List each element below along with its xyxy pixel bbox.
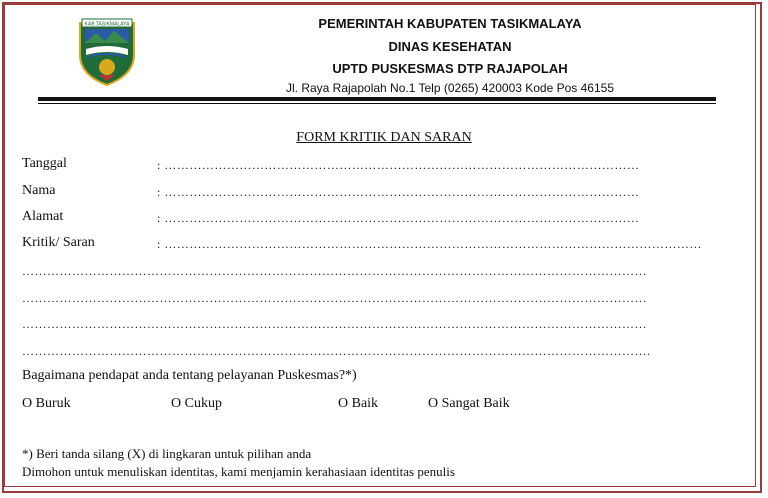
option-buruk[interactable]: O Buruk — [22, 396, 71, 411]
field-label-tanggal: Tanggal — [22, 156, 67, 171]
field-label-kritik-saran: Kritik/ Saran — [22, 235, 95, 250]
instruction-note: *) Beri tanda silang (X) di lingkaran untuk pilihan anda — [22, 446, 312, 461]
letterhead-unit: UPTD PUSKESMAS DTP RAJAPOLAH — [332, 61, 568, 76]
comment-line-2[interactable]: …………………………………………………………………………………………………………………………………… — [22, 291, 647, 305]
comment-line-1[interactable]: …………………………………………………………………………………………………………………………………… — [22, 264, 647, 278]
option-cukup[interactable]: O Cukup — [171, 396, 222, 411]
option-sangat-baik[interactable]: O Sangat Baik — [428, 396, 510, 411]
field-label-alamat: Alamat — [22, 209, 64, 224]
survey-question: Bagaimana pendapat anda tentang pelayanan Puskesmas?*) — [22, 368, 357, 383]
field-input-nama[interactable]: : …………………………………………………………………………………………………… — [157, 185, 640, 199]
privacy-note: Dimohon untuk menuliskan identitas, kami menjamin kerahasiaan identitas penulis — [22, 464, 455, 479]
letterhead-rule-thick — [38, 97, 716, 101]
field-input-alamat[interactable]: : …………………………………………………………………………………………………… — [157, 211, 640, 225]
letterhead-address: Jl. Raya Rajapolah No.1 Telp (0265) 420003 Kode Pos 46155 — [285, 81, 614, 95]
field-label-nama: Nama — [22, 183, 56, 198]
logo-banner-text: KAB TASIKMALAYA — [84, 21, 130, 28]
field-input-kritik-saran[interactable]: : ………………………………………………………………………………………………………………… — [157, 237, 702, 251]
comment-line-3[interactable]: …………………………………………………………………………………………………………………………………… — [22, 317, 647, 331]
letterhead-rule-thin — [38, 103, 716, 104]
tasikmalaya-regency-emblem-icon — [76, 15, 138, 87]
form-title: FORM KRITIK DAN SARAN — [296, 130, 472, 145]
letterhead-department: DINAS KESEHATAN — [388, 39, 512, 54]
comment-line-4[interactable]: ……………………………………………………………………………………………………………………………………. — [22, 344, 651, 358]
letterhead-government: PEMERINTAH KABUPATEN TASIKMALAYA — [318, 16, 582, 31]
option-baik[interactable]: O Baik — [338, 396, 379, 411]
field-input-tanggal[interactable]: : …………………………………………………………………………………………………… — [157, 158, 640, 172]
